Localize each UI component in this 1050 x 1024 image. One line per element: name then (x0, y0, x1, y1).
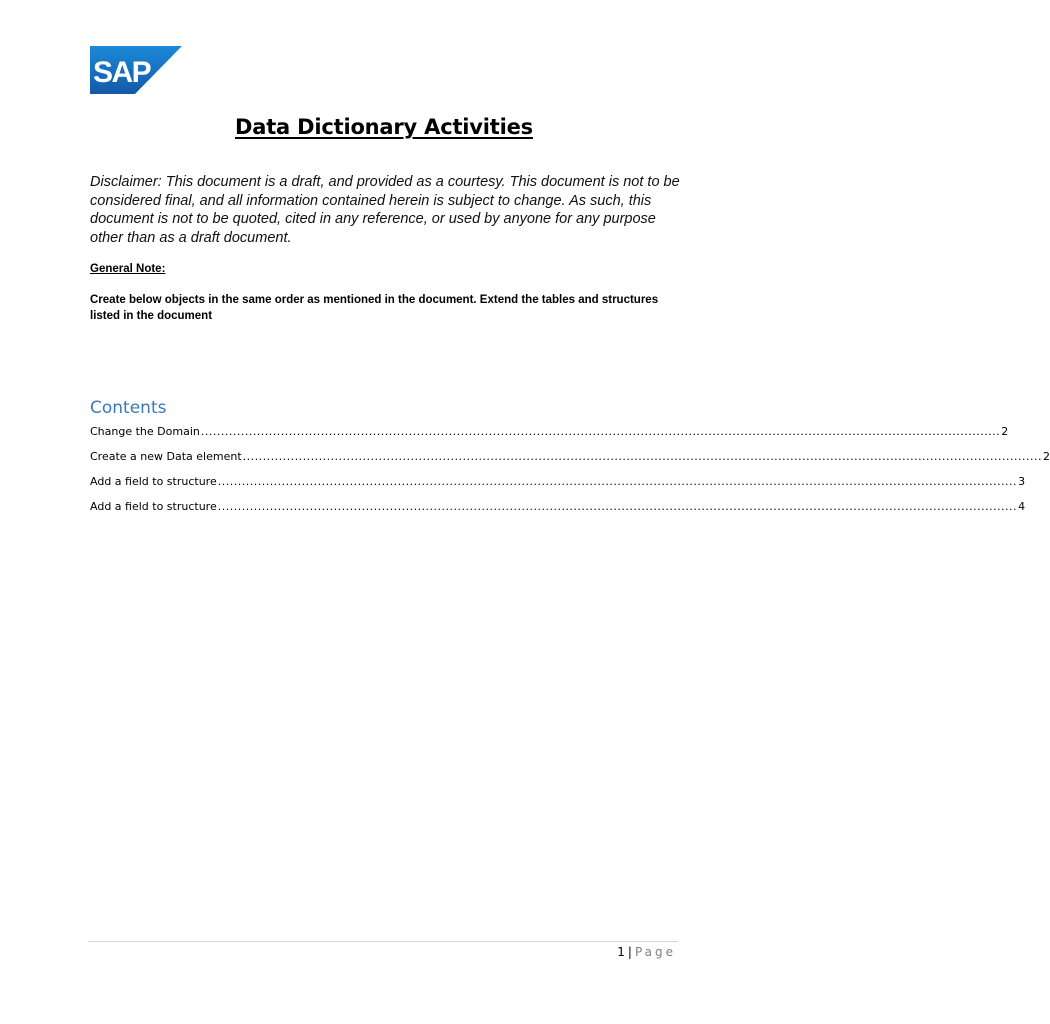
toc-entry-title: Add a field to structure (90, 500, 217, 513)
toc-entry[interactable] (90, 472, 1026, 497)
toc-entry-page: 3 (1018, 475, 1026, 488)
general-note-body: Create below objects in the same order as mentioned in the document. Extend the tables and structures listed in the document (90, 294, 659, 322)
page-number: 1 (617, 945, 625, 959)
toc-entry-page: 2 (1001, 425, 1009, 438)
contents-heading: Contents (90, 398, 167, 418)
toc-entry-title: Create a new Data element (90, 450, 242, 463)
toc-entry-page: 2 (1042, 450, 1050, 463)
sap-logo (90, 46, 182, 94)
toc-dot-leader: ........................................................................................................................................................................................................ (200, 425, 1001, 438)
page-label: Page (634, 945, 676, 959)
table-of-contents (90, 422, 1050, 522)
page-footer (617, 944, 676, 960)
toc-entry-page: 4 (1018, 500, 1026, 513)
toc-dot-leader: ........................................................................................................................................................................................................ (217, 500, 1018, 513)
sap-logo-icon (90, 46, 182, 94)
toc-entry[interactable] (90, 422, 1009, 447)
document-title: Data Dictionary Activities (235, 115, 533, 139)
toc-entry-title: Add a field to structure (90, 475, 217, 488)
toc-dot-leader: ........................................................................................................................................................................................................ (242, 450, 1042, 463)
footer-separator: | (627, 945, 632, 959)
toc-entry-title: Change the Domain (90, 425, 200, 438)
toc-entry[interactable] (90, 447, 1050, 472)
disclaimer-text: Disclaimer: This document is a draft, and provided as a courtesy. This document is not to be considered final, and all information contained herein is subject to change. As such, this document is not to be quoted, cited in any reference, or used by anyone for any purpose other than as a draft document. (90, 174, 680, 246)
toc-entry[interactable] (90, 497, 1026, 522)
general-note-label: General Note: (90, 263, 166, 275)
toc-dot-leader: ........................................................................................................................................................................................................ (217, 475, 1018, 488)
footer-divider (88, 941, 678, 942)
sap-logo-registered: ® (144, 88, 149, 94)
sap-logo-text: SAP (93, 56, 151, 89)
